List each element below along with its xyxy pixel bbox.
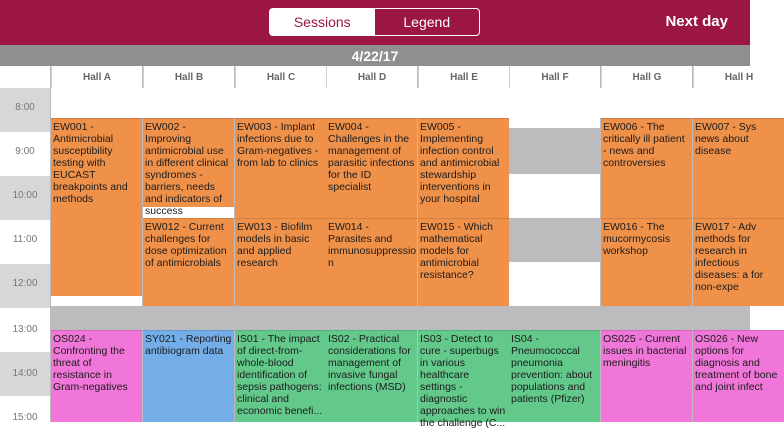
- hour-label: 12:00: [12, 278, 38, 289]
- empty-slot: [51, 296, 142, 306]
- session-ew005[interactable]: EW005 - Implementing infection control and antimicrobial stewardship interventions in your hospital: [418, 118, 509, 218]
- session-ew012[interactable]: EW012 - Current challenges for dose optimization of antimicrobials: [143, 218, 234, 306]
- tab-sessions[interactable]: Sessions: [270, 9, 375, 35]
- hall-header: Hall H: [693, 66, 784, 88]
- session-sy021[interactable]: SY021 - Reporting antibiogram data: [143, 330, 234, 422]
- hall-header: Hall A: [51, 66, 142, 88]
- empty-slot: [51, 88, 750, 118]
- session-ew003[interactable]: EW003 - Implant infections due to Gram-negatives - from lab to clinics: [235, 118, 326, 218]
- hall-header: Hall B: [143, 66, 234, 88]
- session-ew014[interactable]: EW014 - Parasites and immunosuppressio n: [326, 218, 417, 306]
- next-day-button[interactable]: Next day: [665, 13, 728, 30]
- empty-slot: [509, 262, 600, 306]
- hall-header: Hall E: [418, 66, 509, 88]
- empty-slot: [509, 118, 600, 128]
- session-os025[interactable]: OS025 - Current issues in bacterial meningitis: [601, 330, 692, 422]
- session-is03[interactable]: IS03 - Detect to cure - superbugs in various healthcare settings - diagnostic approaches to win the challenge (C...: [418, 330, 509, 422]
- hour-label: 10:00: [12, 190, 38, 201]
- time-column: [0, 66, 50, 422]
- tab-legend[interactable]: Legend: [403, 14, 451, 30]
- hall-header: Hall D: [326, 66, 417, 88]
- hour-label: 8:00: [15, 102, 35, 113]
- session-ew004[interactable]: EW004 - Challenges in the management of parasitic infections for the ID specialist: [326, 118, 417, 218]
- session-ew017[interactable]: EW017 - Adv methods for research in infectious diseases: a for non-expe: [693, 218, 784, 306]
- session-ew013[interactable]: EW013 - Biofilm models in basic and applied research: [235, 218, 326, 306]
- session-os024[interactable]: OS024 - Confronting the threat of resistance in Gram-negatives: [51, 330, 142, 422]
- session-os026[interactable]: OS026 - New options for diagnosis and treatment of bone and joint infect: [693, 330, 784, 422]
- session-ew015[interactable]: EW015 - Which mathematical models for antimicrobial resistance?: [418, 218, 509, 306]
- top-navigation-bar: [0, 0, 750, 45]
- session-ew006[interactable]: EW006 - The critically ill patient - news and controversies: [601, 118, 692, 218]
- session-ew007[interactable]: EW007 - Sys news about disease: [693, 118, 784, 218]
- hour-label: 13:00: [12, 324, 38, 335]
- schedule-grid[interactable]: [0, 66, 778, 429]
- hall-header: Hall C: [235, 66, 326, 88]
- session-is01[interactable]: IS01 - The impact of direct-from-whole-blood identification of sepsis pathogens: clinical and economic benefi...: [235, 330, 326, 422]
- session-ew016[interactable]: EW016 - The mucormycosis workshop: [601, 218, 692, 306]
- empty-slot: [509, 174, 600, 218]
- hall-header: Hall F: [509, 66, 600, 88]
- hour-label: 11:00: [12, 234, 38, 245]
- hour-label: 9:00: [15, 146, 35, 157]
- session-ew001[interactable]: EW001 - Antimicrobial susceptibility testing with EUCAST breakpoints and methods: [51, 118, 142, 296]
- session-is02[interactable]: IS02 - Practical considerations for management of invasive fungal infections (MSD): [326, 330, 417, 422]
- session-ew002[interactable]: EW002 - Improving antimicrobial use in different clinical syndromes - barriers, needs and indicators of success: [143, 118, 234, 207]
- hour-label: 14:00: [12, 368, 38, 379]
- hall-header: Hall G: [601, 66, 692, 88]
- view-segmented-control[interactable]: [269, 8, 480, 36]
- session-is04[interactable]: IS04 - Pneumococcal pneumonia prevention: about populations and patients (Pfizer): [509, 330, 600, 422]
- date-header: 4/22/17: [0, 45, 750, 66]
- hour-label: 15:00: [12, 412, 38, 423]
